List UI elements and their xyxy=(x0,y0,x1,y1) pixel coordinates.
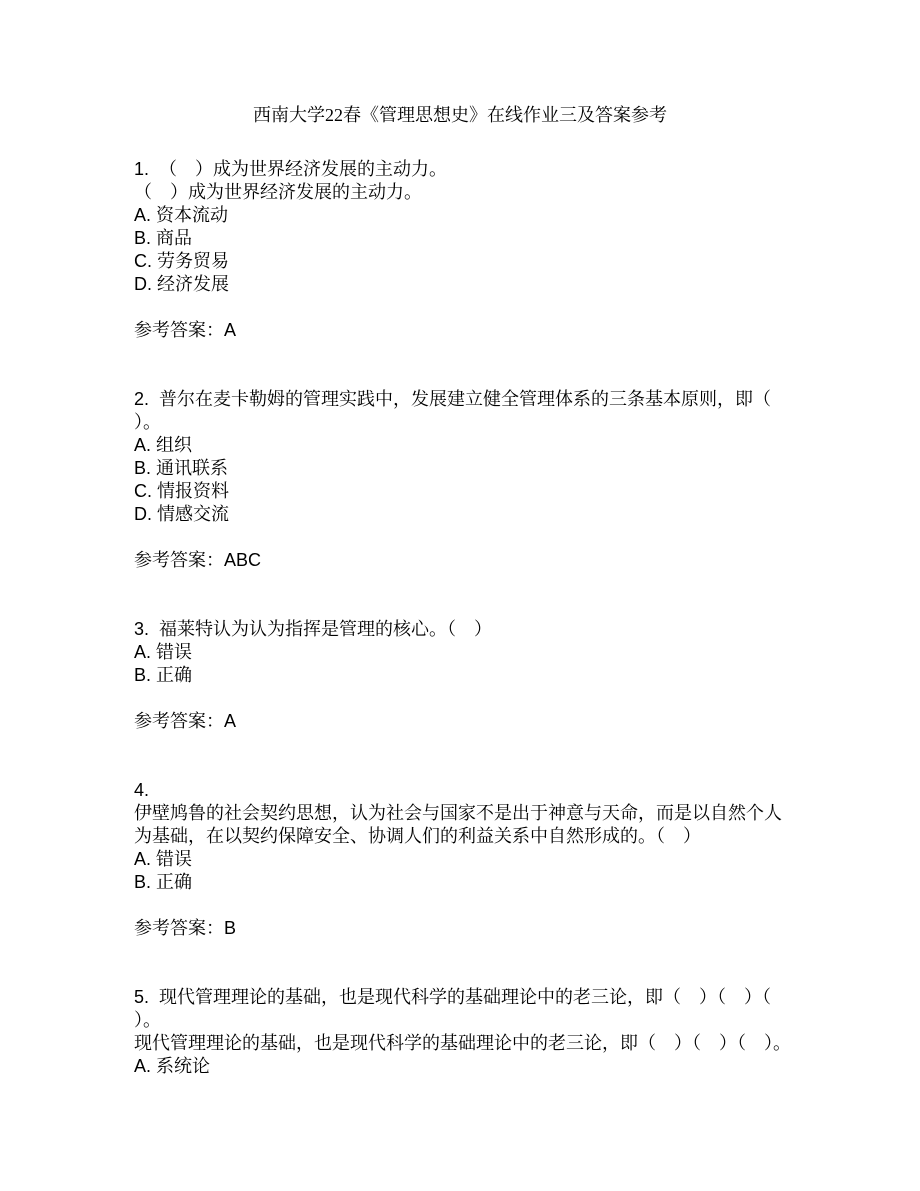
q1-stem-line-1: 1. （ ）成为世界经济发展的主动力。 xyxy=(134,159,448,179)
blank-line xyxy=(134,963,791,986)
q5-stem-line-3: 现代管理理论的基础，也是现代科学的基础理论中的老三论，即（ ）（ ）（ ）。 xyxy=(134,1033,791,1053)
q2-option-c: C. 情报资料 xyxy=(134,481,230,501)
q1-answer-value: A xyxy=(224,320,237,340)
q2-stem-line-1: 2. 普尔在麦卡勒姆的管理实践中，发展建立健全管理体系的三条基本原则，即（ xyxy=(134,389,772,409)
blank-line xyxy=(134,756,791,779)
q1-option-b: B. 商品 xyxy=(134,228,193,248)
q2-option-b: B. 通讯联系 xyxy=(134,458,229,478)
q2-answer-line xyxy=(134,549,791,572)
q3-stem-line-1: 3. 福莱特认为认为指挥是管理的核心。（ ） xyxy=(134,619,493,639)
q1-option-a: A. 资本流动 xyxy=(134,205,229,225)
q3-answer-line xyxy=(134,710,791,733)
q3-option-b: B. 正确 xyxy=(134,665,193,685)
blank-line xyxy=(134,572,791,595)
q2-stem-line-2: ）。 xyxy=(134,412,161,432)
q1-answer-line xyxy=(134,319,791,342)
blank-line xyxy=(134,296,791,319)
q4-answer-line xyxy=(134,917,791,940)
q2-option-d: D. 情感交流 xyxy=(134,504,230,524)
q5-option-a: A. 系统论 xyxy=(134,1056,211,1076)
document-body xyxy=(134,158,791,1078)
blank-line xyxy=(134,595,791,618)
blank-line xyxy=(134,342,791,365)
q1-option-d: D. 经济发展 xyxy=(134,274,230,294)
q2-option-a: A. 组织 xyxy=(134,435,193,455)
q3-option-a: A. 错误 xyxy=(134,642,193,662)
q3-answer-label: 参考答案： xyxy=(134,711,224,731)
q4-option-b: B. 正确 xyxy=(134,872,193,892)
q4-stem-line-2: 伊壁鸠鲁的社会契约思想，认为社会与国家不是出于神意与天命，而是以自然个人 xyxy=(134,803,782,823)
document-title: 西南大学22春《管理思想史》在线作业三及答案参考 xyxy=(253,105,667,125)
q3-answer-value: A xyxy=(224,711,237,731)
q2-answer-value: ABC xyxy=(224,550,262,570)
q4-stem-line-3: 为基础，在以契约保障安全、协调人们的利益关系中自然形成的。（ ） xyxy=(134,826,701,846)
blank-line xyxy=(134,733,791,756)
blank-line xyxy=(134,940,791,963)
q5-stem-line-2: ）。 xyxy=(134,1010,161,1030)
blank-line xyxy=(134,894,791,917)
blank-line xyxy=(134,365,791,388)
q2-answer-label: 参考答案： xyxy=(134,550,224,570)
q4-option-a: A. 错误 xyxy=(134,849,193,869)
q5-stem-line-1: 5. 现代管理理论的基础，也是现代科学的基础理论中的老三论，即（ ）（ ）（ xyxy=(134,987,772,1007)
q4-stem-line-1: 4. xyxy=(134,780,150,800)
blank-line xyxy=(134,526,791,549)
q4-answer-label: 参考答案： xyxy=(134,918,224,938)
q1-stem-line-2: （ ）成为世界经济发展的主动力。 xyxy=(134,182,422,202)
blank-line xyxy=(134,687,791,710)
q1-answer-label: 参考答案： xyxy=(134,320,224,340)
q1-option-c: C. 劳务贸易 xyxy=(134,251,230,271)
q4-answer-value: B xyxy=(224,918,237,938)
